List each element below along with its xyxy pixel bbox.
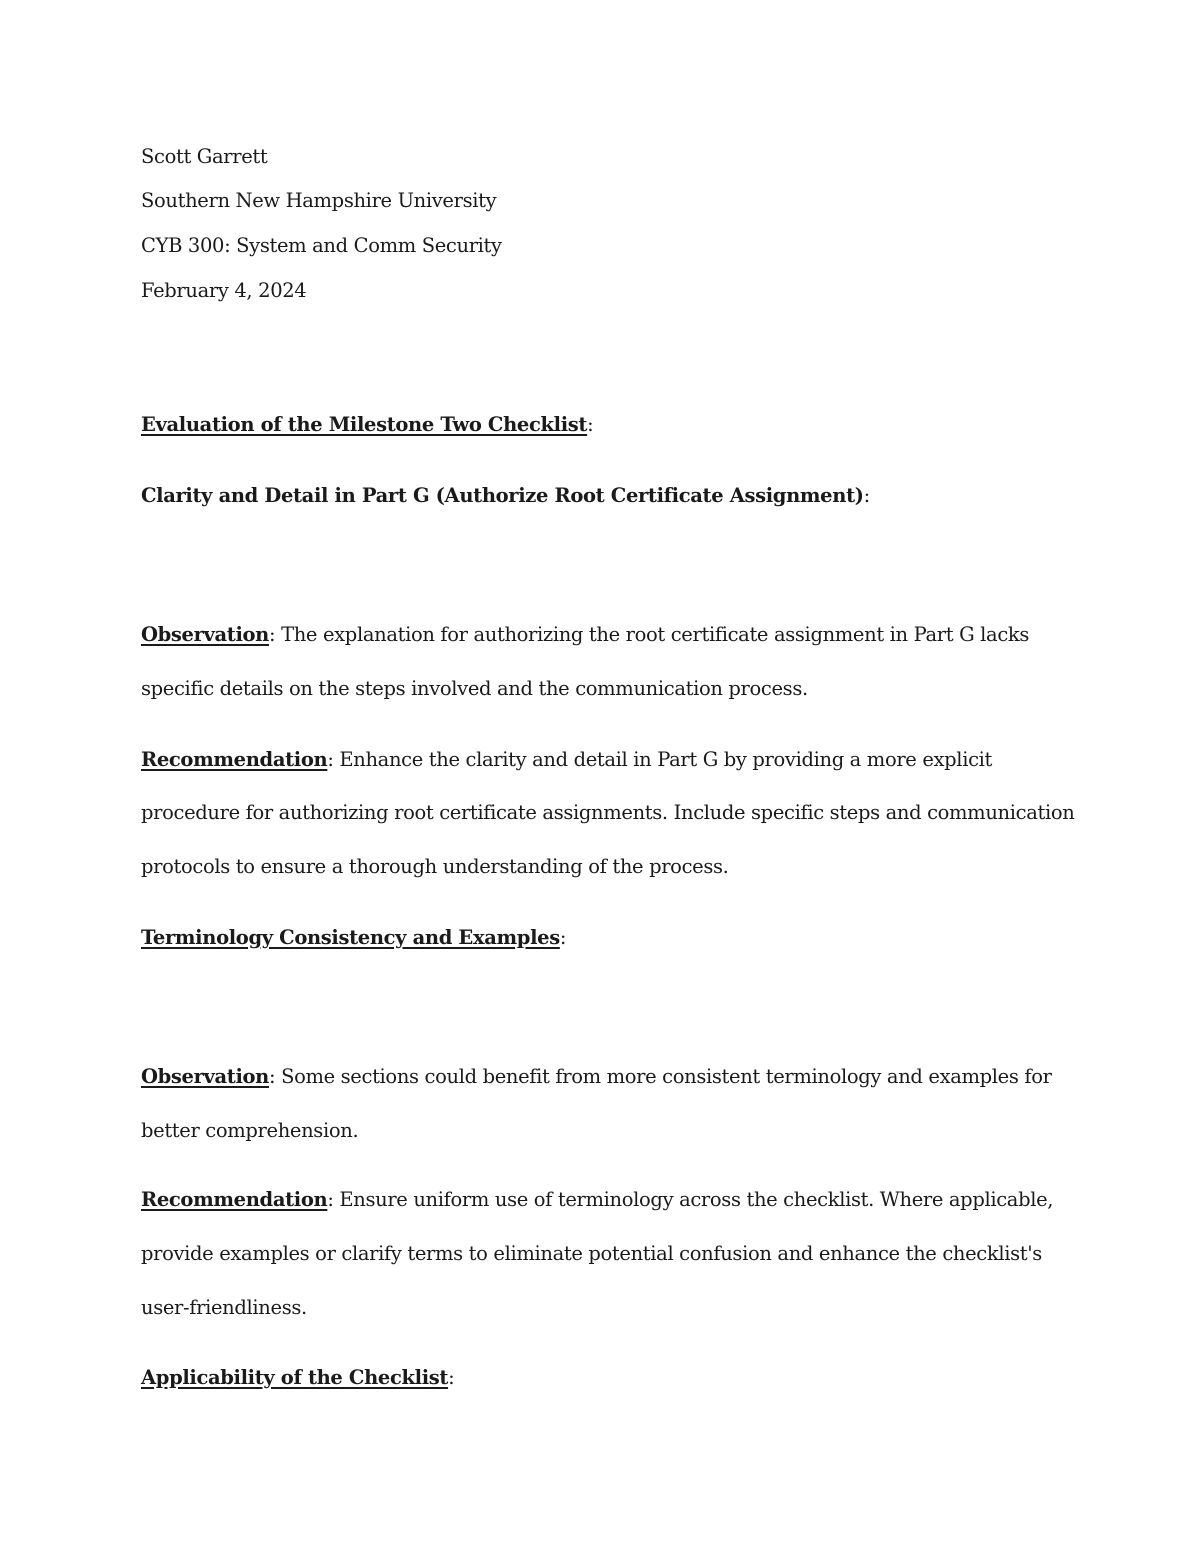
recommendation-text-line: procedure for authorizing root certificate assignments. Include specific steps and communication [141, 801, 1075, 824]
recommendation-paragraph-line [141, 746, 992, 774]
observation-text: : Some sections could benefit from more consistent terminology and examples for [269, 1065, 1052, 1088]
section-heading-colon: : [448, 1366, 455, 1389]
section-heading-applicability [141, 1364, 454, 1392]
observation-paragraph-line [141, 1063, 1052, 1091]
section-heading-colon: : [559, 926, 567, 949]
recommendation-text: : Enhance the clarity and detail in Part G by providing a more explicit [327, 748, 993, 771]
section-heading-terminology [141, 924, 566, 952]
document-title [141, 411, 593, 439]
section-heading-clarity [141, 482, 870, 510]
date: February 4, 2024 [141, 279, 307, 302]
section-heading-clarity-text: Clarity and Detail in Part G (Authorize Root Certificate Assignment) [141, 484, 864, 507]
observation-paragraph-line [141, 621, 1029, 649]
recommendation-text: : Ensure uniform use of terminology across the checklist. Where applicable, [327, 1188, 1054, 1211]
observation-text: : The explanation for authorizing the root certificate assignment in Part G lacks [269, 623, 1030, 646]
institution: Southern New Hampshire University [141, 189, 497, 212]
title-colon: : [587, 413, 594, 436]
section-heading-applicability-text: Applicability of the Checklist [141, 1366, 449, 1389]
observation-text-line: better comprehension. [141, 1119, 359, 1142]
recommendation-text-line: provide examples or clarify terms to eliminate potential confusion and enhance the checklist's [141, 1242, 1042, 1265]
observation-label: Observation [141, 623, 269, 646]
recommendation-paragraph-line [141, 1186, 1053, 1214]
observation-text-line: specific details on the steps involved and the communication process. [141, 677, 808, 700]
author-name: Scott Garrett [141, 145, 268, 168]
recommendation-label: Recommendation [141, 1188, 328, 1211]
observation-label: Observation [141, 1065, 269, 1088]
document-title-text: Evaluation of the Milestone Two Checklist [141, 413, 588, 436]
recommendation-label: Recommendation [141, 748, 328, 771]
section-heading-colon: : [863, 484, 870, 507]
section-heading-terminology-text: Terminology Consistency and Examples [141, 926, 560, 949]
course-title: CYB 300: System and Comm Security [141, 234, 502, 257]
recommendation-text-line: user-friendliness. [141, 1296, 307, 1319]
recommendation-text-line: protocols to ensure a thorough understanding of the process. [141, 855, 729, 878]
